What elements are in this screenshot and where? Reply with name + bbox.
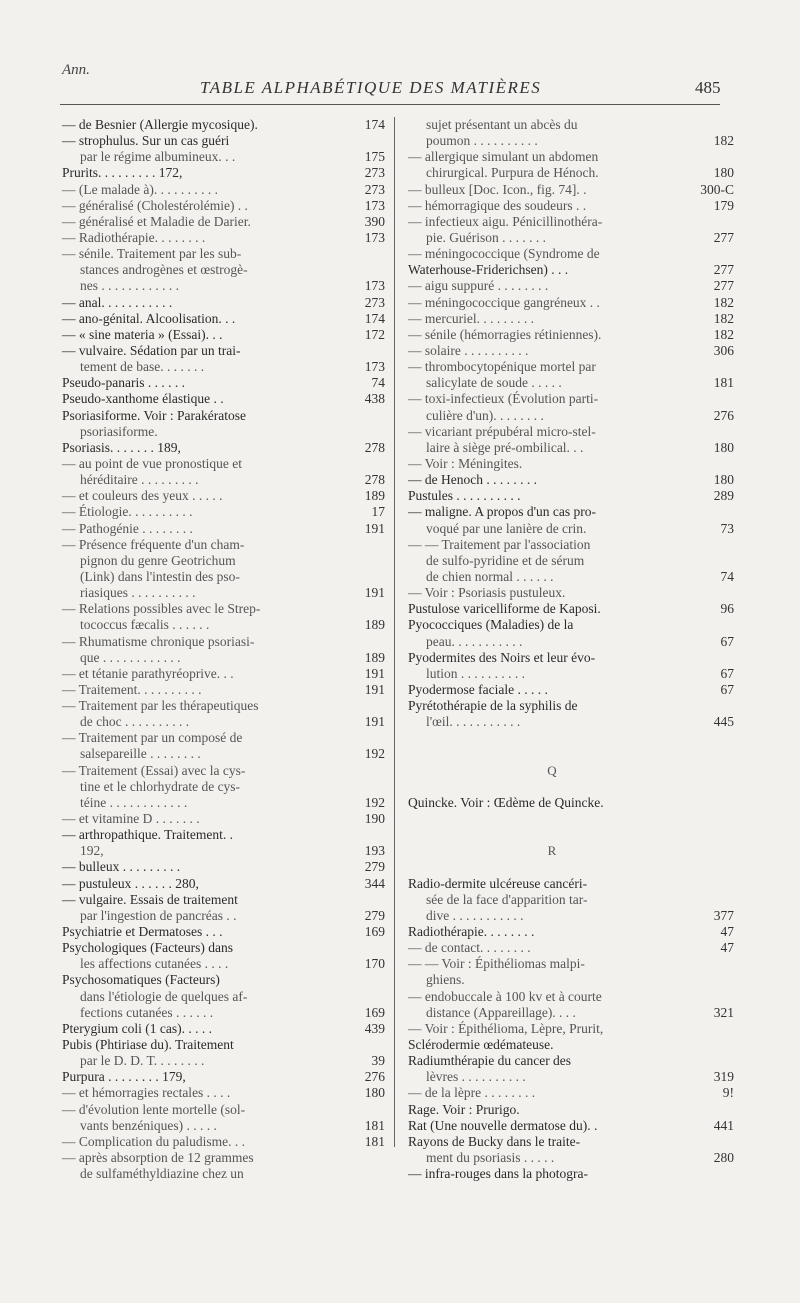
page-ref: 438 xyxy=(364,391,385,407)
page-ref xyxy=(345,601,385,617)
page-ref xyxy=(345,763,385,779)
page-ref: 191 xyxy=(364,520,385,536)
page-ref xyxy=(690,972,734,988)
page-ref: 67 xyxy=(720,633,734,649)
index-entry: Rat (Une nouvelle dermatose du). . xyxy=(408,1117,598,1133)
page-ref: 67 xyxy=(720,681,734,697)
index-entry: — et vitamine D . . . . . . . xyxy=(62,811,200,827)
page-ref xyxy=(345,133,385,149)
page-ref: 96 xyxy=(720,601,734,617)
page-ref: 319 xyxy=(713,1069,734,1085)
index-entry: riasiques . . . . . . . . . . xyxy=(80,585,196,601)
page-ref xyxy=(345,456,385,472)
page-ref xyxy=(345,1150,385,1166)
index-entry: — Traitement. . . . . . . . . . xyxy=(62,681,202,697)
page-ref: 191 xyxy=(364,585,385,601)
index-entry: lution . . . . . . . . . . xyxy=(426,665,526,681)
page-ref xyxy=(345,892,385,908)
index-entry: — arthropathique. Traitement. . xyxy=(62,827,233,843)
index-entry: — Relations possibles avec le Strep- xyxy=(62,601,261,617)
page-ref: 173 xyxy=(364,278,385,294)
page-ref: 181 xyxy=(364,1117,385,1133)
index-entry: Pyococciques (Maladies) de la xyxy=(408,617,574,633)
index-entry: — mercuriel. . . . . . . . . xyxy=(408,310,534,326)
page-ref xyxy=(690,989,734,1005)
index-entry: (Link) dans l'intestin des pso- xyxy=(80,568,240,584)
index-entry: — Traitement par les thérapeutiques xyxy=(62,698,259,714)
index-entry: Psychiatrie et Dermatoses . . . xyxy=(62,924,223,940)
index-entry: — Complication du paludisme. . . xyxy=(62,1133,245,1149)
page-ref xyxy=(690,892,734,908)
index-entry: salsepareille . . . . . . . . xyxy=(80,746,201,762)
page-ref xyxy=(690,698,734,714)
page-ref: 180 xyxy=(713,165,734,181)
header-rule xyxy=(60,104,720,105)
index-entry: Pseudo-xanthome élastique . . xyxy=(62,391,224,407)
index-entry: — infectieux aigu. Pénicillinothéra- xyxy=(408,213,603,229)
index-entry: tine et le chlorhydrate de cys- xyxy=(80,778,241,794)
page-ref xyxy=(345,537,385,553)
right-page-refs xyxy=(690,117,734,1182)
page-ref xyxy=(690,746,734,762)
index-entry: Prurits. . . . . . . . . 172, xyxy=(62,165,183,181)
page-ref: 190 xyxy=(364,811,385,827)
index-entry: nes . . . . . . . . . . . . xyxy=(80,278,179,294)
page-ref xyxy=(345,408,385,424)
page-number: 485 xyxy=(695,78,721,97)
index-entry: — vicariant prépubéral micro-stel- xyxy=(408,423,596,439)
index-entry: — de Henoch . . . . . . . . xyxy=(408,472,537,488)
index-entry xyxy=(408,827,696,843)
page-ref: 67 xyxy=(720,665,734,681)
page-ref xyxy=(345,989,385,1005)
index-entry: Psoriasis. . . . . . . 189, xyxy=(62,439,181,455)
index-entry: — bulleux . . . . . . . . . xyxy=(62,859,181,875)
page-title: TABLE ALPHABÉTIQUE DES MATIÈRES xyxy=(200,78,542,97)
page-ref: 277 xyxy=(713,278,734,294)
page-ref xyxy=(690,1053,734,1069)
index-entry xyxy=(408,859,696,875)
index-entry: — strophulus. Sur un cas guéri xyxy=(62,133,230,149)
page-ref: 192 xyxy=(364,746,385,762)
page-ref xyxy=(690,149,734,165)
page-ref xyxy=(690,585,734,601)
index-entry: pignon du genre Geotrichum xyxy=(80,552,236,568)
page-ref xyxy=(345,940,385,956)
page-ref: 180 xyxy=(364,1085,385,1101)
index-entry: Pyodermites des Noirs et leur évo- xyxy=(408,649,596,665)
page-ref: 277 xyxy=(713,262,734,278)
page-ref: 182 xyxy=(713,133,734,149)
page-ref: 181 xyxy=(713,375,734,391)
page-ref: 344 xyxy=(364,875,385,891)
page-ref xyxy=(345,1166,385,1182)
page-ref xyxy=(345,634,385,650)
index-entry: — Voir : Psoriasis pustuleux. xyxy=(408,585,566,601)
index-entry: — sénile. Traitement par les sub- xyxy=(62,246,242,262)
page-ref: 276 xyxy=(364,1069,385,1085)
page-ref: 172 xyxy=(364,326,385,342)
page-ref: 276 xyxy=(713,407,734,423)
page-ref: 273 xyxy=(364,294,385,310)
page-ref: 180 xyxy=(713,439,734,455)
index-entry: — de la lèpre . . . . . . . . xyxy=(408,1085,536,1101)
page-ref: 306 xyxy=(713,342,734,358)
index-entry: culière d'un). . . . . . . . xyxy=(426,407,544,423)
index-entry: — aigu suppuré . . . . . . . . xyxy=(408,278,549,294)
index-entry: R xyxy=(547,843,557,859)
page-ref xyxy=(345,698,385,714)
index-entry: ghiens. xyxy=(426,972,465,988)
index-entry: Q xyxy=(547,762,557,778)
page-ref xyxy=(690,117,734,133)
index-entry xyxy=(408,779,696,795)
index-entry: — Présence fréquente d'un cham- xyxy=(62,536,245,552)
index-entry: voqué par une lanière de crin. xyxy=(426,520,587,536)
index-entry: laire à siège pré-ombilical. . . xyxy=(426,439,584,455)
index-entry: — vulgaire. Essais de traitement xyxy=(62,891,238,907)
index-entry: de chien normal . . . . . . xyxy=(426,568,554,584)
index-entry: — « sine materia » (Essai). . . xyxy=(62,326,223,342)
index-entry: Pubis (Phtiriase du). Traitement xyxy=(62,1037,234,1053)
page-ref: 280 xyxy=(713,1150,734,1165)
page-ref: 193 xyxy=(364,843,385,859)
page-ref xyxy=(690,1021,734,1037)
index-entry: — — Voir : Épithéliomas malpi- xyxy=(408,956,585,972)
index-entry: Pyodermose faciale . . . . . xyxy=(408,681,548,697)
page-ref xyxy=(690,795,734,811)
page-ref: 74 xyxy=(720,568,734,584)
index-entry: que . . . . . . . . . . . . xyxy=(80,649,181,665)
index-entry: par le régime albumineux. . . xyxy=(80,149,236,165)
page-ref xyxy=(345,424,385,440)
page-ref: 74 xyxy=(371,375,385,391)
index-entry: 192, xyxy=(80,843,104,859)
index-entry: poumon . . . . . . . . . . xyxy=(426,133,538,149)
page-ref xyxy=(690,876,734,892)
page-ref: 189 xyxy=(364,649,385,665)
page-ref xyxy=(690,214,734,230)
index-entry: — — Traitement par l'association xyxy=(408,536,591,552)
page-ref: 182 xyxy=(713,310,734,326)
page-ref: 173 xyxy=(364,197,385,213)
index-entry: Psoriasiforme. Voir : Parakératose xyxy=(62,407,246,423)
index-entry: — méningococcique (Syndrome de xyxy=(408,246,600,262)
index-entry: tococcus fæcalis . . . . . . xyxy=(80,617,210,633)
page-ref xyxy=(345,343,385,359)
index-entry: Radiothérapie. . . . . . . . xyxy=(408,924,535,940)
page-ref: 445 xyxy=(713,714,734,730)
page-ref xyxy=(690,456,734,472)
page-ref: 73 xyxy=(720,520,734,536)
index-entry: — pustuleux . . . . . . 280, xyxy=(62,875,199,891)
page-ref: 47 xyxy=(720,940,734,956)
page-ref: 182 xyxy=(713,294,734,310)
page-ref: 277 xyxy=(713,229,734,245)
page-ref: 278 xyxy=(364,472,385,488)
page-ref: 273 xyxy=(364,181,385,197)
index-entry: — Voir : Épithélioma, Lèpre, Prurit, xyxy=(408,1020,604,1036)
page-ref: 169 xyxy=(364,1004,385,1020)
page-ref: 273 xyxy=(364,165,385,181)
page-ref: 17 xyxy=(371,504,385,520)
index-entry: — toxi-infectieux (Évolution parti- xyxy=(408,391,599,407)
index-entry: — Traitement (Essai) avec la cys- xyxy=(62,762,246,778)
index-entry: fections cutanées . . . . . . xyxy=(80,1004,214,1020)
page-ref: 174 xyxy=(364,117,385,132)
page-ref xyxy=(690,537,734,553)
index-entry: stances androgènes et œstrogè- xyxy=(80,262,248,278)
page-ref xyxy=(345,730,385,746)
index-entry: Psychosomatiques (Facteurs) xyxy=(62,972,220,988)
index-entry: — et hémorragies rectales . . . . xyxy=(62,1085,231,1101)
index-entry: de sulfaméthyldiazine chez un xyxy=(80,1166,244,1182)
page-ref: 170 xyxy=(364,956,385,972)
page-ref: 441 xyxy=(713,1117,734,1133)
page-ref xyxy=(690,1037,734,1053)
index-entry xyxy=(408,811,696,827)
index-entry: — infra-rouges dans la photogra- xyxy=(408,1166,588,1182)
index-entry: — généralisé et Maladie de Darier. xyxy=(62,213,251,229)
page-ref: 279 xyxy=(364,859,385,875)
page-ref: 192 xyxy=(364,794,385,810)
index-entry: — Pathogénie . . . . . . . . xyxy=(62,520,193,536)
index-entry: Quincke. Voir : Œdème de Quincke. xyxy=(408,794,604,810)
index-entry: — généralisé (Cholestérolémie) . . xyxy=(62,197,248,213)
index-entry: — (Le malade à). . . . . . . . . . xyxy=(62,181,218,197)
page-ref xyxy=(345,262,385,278)
page-ref xyxy=(690,391,734,407)
page-ref: 191 xyxy=(364,681,385,697)
index-entry: Pustules . . . . . . . . . . xyxy=(408,488,521,504)
page-ref xyxy=(690,1134,734,1150)
index-entry: héréditaire . . . . . . . . . xyxy=(80,472,199,488)
page-ref: 47 xyxy=(720,924,734,940)
index-entry: — solaire . . . . . . . . . . xyxy=(408,342,529,358)
index-entry: vants benzéniques) . . . . . xyxy=(80,1117,217,1133)
page-ref xyxy=(690,859,734,875)
page-ref: 182 xyxy=(713,326,734,342)
index-entry: Waterhouse-Friderichsen) . . . xyxy=(408,262,569,278)
page-ref xyxy=(345,246,385,262)
index-entry: salicylate de soude . . . . . xyxy=(426,375,562,391)
index-entry: Pterygium coli (1 cas). . . . . xyxy=(62,1020,212,1036)
index-entry: Rayons de Bucky dans le traite- xyxy=(408,1133,581,1149)
index-entry: Rage. Voir : Prurigo. xyxy=(408,1101,520,1117)
page-ref: 289 xyxy=(713,488,734,504)
page-ref xyxy=(345,1102,385,1118)
page-ref: 377 xyxy=(713,907,734,923)
page-ref: 189 xyxy=(364,488,385,504)
index-entry: de sulfo-pyridine et de sérum xyxy=(426,552,585,568)
page-ref xyxy=(690,504,734,520)
index-entry: — Étiologie. . . . . . . . . . xyxy=(62,504,193,520)
page-ref xyxy=(690,359,734,375)
index-entry: lèvres . . . . . . . . . . xyxy=(426,1069,526,1085)
index-entry: — de contact. . . . . . . . xyxy=(408,940,531,956)
page-ref xyxy=(690,843,734,859)
page-ref xyxy=(690,1102,734,1118)
index-entry: sujet présentant un abcès du xyxy=(426,117,578,132)
index-entry: — et tétanie parathyréoprive. . . xyxy=(62,665,234,681)
page-ref: 300-C xyxy=(700,181,734,197)
page-ref xyxy=(345,779,385,795)
index-entry: par le D. D. T. . . . . . . . xyxy=(80,1053,205,1069)
page-ref: 390 xyxy=(364,213,385,229)
index-entry: pie. Guérison . . . . . . . xyxy=(426,229,546,245)
index-entry: Radio-dermite ulcéreuse cancéri- xyxy=(408,875,588,891)
index-entry: sée de la face d'apparition tar- xyxy=(426,891,588,907)
index-entry: chirurgical. Purpura de Hénoch. xyxy=(426,165,599,181)
page-ref xyxy=(345,553,385,569)
index-entry: les affections cutanées . . . . xyxy=(80,956,229,972)
left-page-refs xyxy=(345,117,385,1182)
index-entry: — Traitement par un composé de xyxy=(62,730,243,746)
index-entry: peau. . . . . . . . . . . xyxy=(426,633,523,649)
page-ref xyxy=(690,553,734,569)
page-ref xyxy=(345,972,385,988)
index-entry: dans l'étiologie de quelques af- xyxy=(80,988,248,1004)
index-entry: téine . . . . . . . . . . . . xyxy=(80,794,188,810)
right-column xyxy=(408,117,696,1182)
page-ref: 179 xyxy=(713,197,734,213)
page-ref xyxy=(690,827,734,843)
index-entry: — de Besnier (Allergie mycosique). xyxy=(62,117,258,132)
page-ref xyxy=(690,811,734,827)
page-ref xyxy=(690,956,734,972)
page-ref xyxy=(345,1037,385,1053)
page-ref xyxy=(690,650,734,666)
index-entry: par l'ingestion de pancréas . . xyxy=(80,907,237,923)
index-entry: Pustulose varicelliforme de Kaposi. xyxy=(408,601,601,617)
index-entry: — et couleurs des yeux . . . . . xyxy=(62,488,223,504)
page-ref xyxy=(690,246,734,262)
page-ref: 175 xyxy=(364,149,385,165)
page-ref xyxy=(690,617,734,633)
index-entry: Pseudo-panaris . . . . . . xyxy=(62,375,185,391)
page-ref: 321 xyxy=(713,1004,734,1020)
index-entry: de choc . . . . . . . . . . xyxy=(80,714,190,730)
index-entry: — après absorption de 12 grammes xyxy=(62,1150,254,1165)
index-entry: — Radiothérapie. . . . . . . . xyxy=(62,229,206,245)
page-ref xyxy=(690,730,734,746)
index-entry: — hémorragique des soudeurs . . xyxy=(408,197,587,213)
page-ref: 279 xyxy=(364,907,385,923)
page-ref: 174 xyxy=(364,310,385,326)
page-ref: 181 xyxy=(364,1133,385,1149)
index-entry: — méningococcique gangréneux . . xyxy=(408,294,600,310)
column-divider xyxy=(394,117,395,1147)
index-entry: — endobuccale à 100 kv et à courte xyxy=(408,988,602,1004)
index-entry: — anal. . . . . . . . . . . xyxy=(62,294,173,310)
index-entry: — sénile (hémorragies rétiniennes). xyxy=(408,326,602,342)
index-entry: — bulleux [Doc. Icon., fig. 74]. . xyxy=(408,181,587,197)
index-entry: — au point de vue pronostique et xyxy=(62,455,242,471)
page-ref: 180 xyxy=(713,472,734,488)
index-entry: Psychologiques (Facteurs) dans xyxy=(62,940,233,956)
index-entry: distance (Appareillage). . . . xyxy=(426,1004,576,1020)
page-ref xyxy=(345,827,385,843)
index-entry: l'œil. . . . . . . . . . . xyxy=(426,714,521,730)
index-entry: — d'évolution lente mortelle (sol- xyxy=(62,1101,246,1117)
page-ref: 191 xyxy=(364,665,385,681)
index-entry: ment du psoriasis . . . . . xyxy=(426,1150,555,1165)
page-ref xyxy=(345,569,385,585)
index-entry: — Voir : Méningites. xyxy=(408,455,523,471)
index-entry: — vulvaire. Sédation par un trai- xyxy=(62,342,241,358)
page-ref: 173 xyxy=(364,359,385,375)
page-ref: 439 xyxy=(364,1020,385,1036)
page-ref xyxy=(690,1166,734,1182)
index-entry: Purpura . . . . . . . . 179, xyxy=(62,1069,186,1085)
index-entry: psoriasiforme. xyxy=(80,423,158,439)
index-entry: — Rhumatisme chronique psoriasi- xyxy=(62,633,255,649)
page-ref: 173 xyxy=(364,229,385,245)
index-entry: Sclérodermie œdémateuse. xyxy=(408,1037,554,1053)
index-entry: — maligne. A propos d'un cas pro- xyxy=(408,504,597,520)
index-entry xyxy=(408,746,696,762)
page-ref: 39 xyxy=(371,1053,385,1069)
index-entry: tement de base. . . . . . . xyxy=(80,359,205,375)
index-entry: — ano-génital. Alcoolisation. . . xyxy=(62,310,236,326)
index-entry xyxy=(408,730,696,746)
index-entry: dive . . . . . . . . . . . xyxy=(426,907,524,923)
index-entry: — allergique simulant un abdomen xyxy=(408,149,599,165)
page-ref: 191 xyxy=(364,714,385,730)
index-entry: — thrombocytopénique mortel par xyxy=(408,359,596,375)
page-ref: 9! xyxy=(722,1085,734,1101)
page-ref: 169 xyxy=(364,924,385,940)
index-entry: Pyrétothérapie de la syphilis de xyxy=(408,698,578,714)
left-column xyxy=(62,117,345,1182)
page-ref: 189 xyxy=(364,617,385,633)
running-head: Ann. xyxy=(62,62,90,78)
page-ref xyxy=(690,779,734,795)
index-entry: Radiumthérapie du cancer des xyxy=(408,1053,572,1069)
page-ref xyxy=(690,424,734,440)
page-ref: 278 xyxy=(364,439,385,455)
page-ref xyxy=(690,763,734,779)
